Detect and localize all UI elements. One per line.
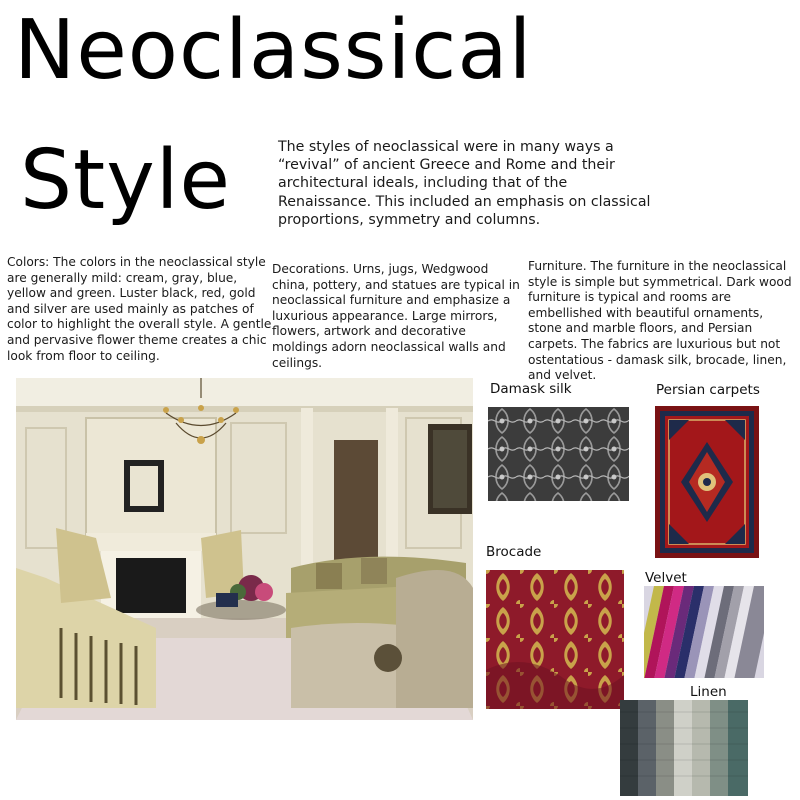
brocade-swatch — [486, 570, 624, 709]
decorations-paragraph: Decorations. Urns, jugs, Wedgwood china, pottery, and statues are typical in neoclassical furniture and emphasize a luxurious appearance. Large mirrors, flowers, artwork and decorative moldings adorn neoclassical walls and ceilings. — [272, 262, 520, 370]
neoclassical-living-room-photo — [16, 378, 473, 720]
damask-silk-swatch — [488, 407, 629, 501]
page-title-line-1: Neoclassical — [14, 3, 533, 98]
linen-swatch — [620, 700, 748, 796]
intro-paragraph: The styles of neoclassical were in many ways a “revival” of ancient Greece and Rome and their architectural ideals, including that of the Renaissance. This included an emphasis on classical proportions, symmetry and columns. — [278, 139, 651, 228]
furniture-paragraph: Furniture. The furniture in the neoclassical style is simple but symmetrical. Dark wood furniture is typical and rooms are embellished with beautiful ornaments, stone and marble floors, and Persian carpets. The fabrics are luxurious but not ostentatious - damask silk, brocade, linen, and velvet. — [528, 259, 792, 383]
velvet-label: Velvet — [645, 570, 687, 586]
persian-carpets-label: Persian carpets — [656, 382, 760, 398]
brocade-label: Brocade — [486, 544, 542, 560]
persian-carpet-swatch — [655, 406, 759, 558]
velvet-swatch — [644, 586, 764, 678]
colors-paragraph: Colors: The colors in the neoclassical style are generally mild: cream, gray, blue, yellow and green. Luster black, red, gold and silver are used mainly as patches of color to highlight the overall style. A gentle and pervasive flower theme creates a chic look from floor to ceiling. — [7, 255, 272, 363]
damask-silk-label: Damask silk — [490, 381, 572, 397]
linen-label: Linen — [690, 684, 727, 700]
page-title-line-2: Style — [20, 133, 231, 228]
